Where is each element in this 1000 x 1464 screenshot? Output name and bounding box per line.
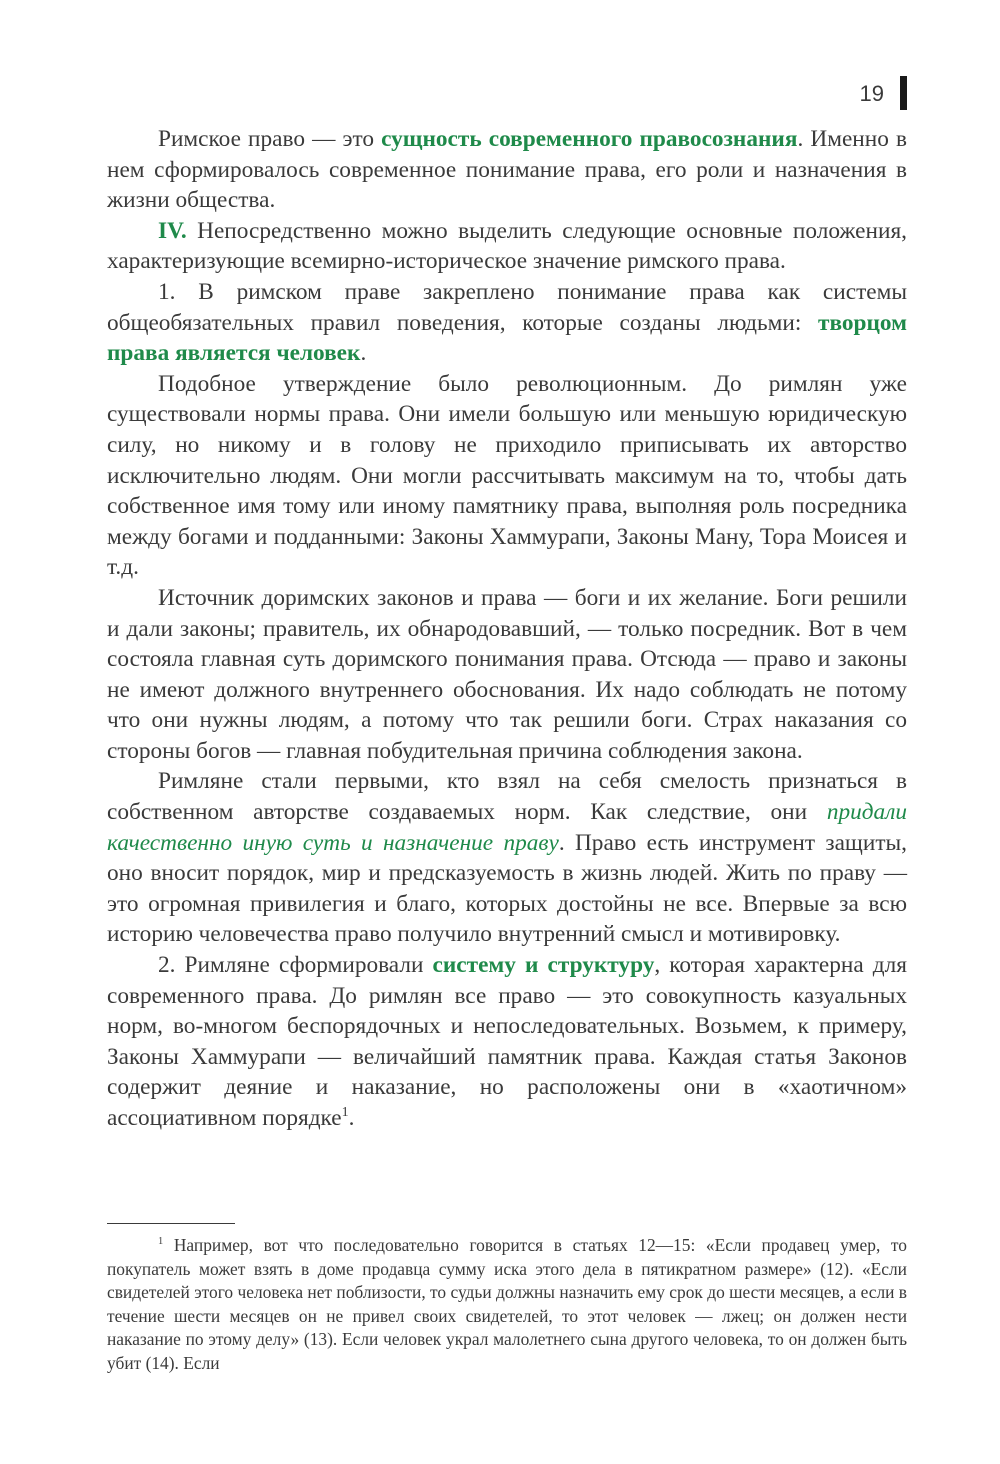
text-run: Подобное утверждение было революционным. До римлян уже существовали нормы права. Они имели большую или меньшую юридическую силу, но никому и в голову не приходило приписывать их авторство исключительно людям. Они могли рассчитывать максимум на то, чтобы дать собственное имя тому или иному памятнику права, выполняя роль посредника между богами и подданными: Законы Хаммурапи, Законы Ману, Тора Моисея и т.д. <box>107 370 907 581</box>
paragraph-6 <box>107 766 907 950</box>
highlighted-text: IV. <box>158 217 187 244</box>
text-run: . Право есть инструмент защиты, оно вносит порядок, мир и предсказуемость в жизнь людей. Жить по праву — это огромная привилегия и благо, которых достойны не все. Впервые за всю историю человечества право получило внутренний смысл и мотивировку. <box>107 829 907 948</box>
highlighted-text: систему и структуру <box>432 952 655 979</box>
text-run: . <box>348 1105 355 1131</box>
footnote-paragraph <box>107 1234 907 1375</box>
page-number-bar <box>900 76 907 110</box>
text-run: 1. В римском праве закреплено понимание права как системы общеобязательных правил поведения, которые созданы людьми: <box>107 278 907 336</box>
text-run: Римляне стали первыми, кто взял на себя смелость признаться в собственном авторстве создаваемых норм. Как следствие, они <box>107 768 907 826</box>
footnote-marker: 1 <box>158 1236 164 1248</box>
text-run: . <box>360 340 367 367</box>
paragraph-2 <box>107 216 907 277</box>
main-text <box>107 124 907 1134</box>
text-run: , которая характерна для современного права. До римлян все право — это совокупность казуальных норм, во-многом беспорядочных и непоследовательных. Возьмем, к примеру, Законы Хаммурапи — величайший памятник права. Каждая статья Законов содержит деяние и наказание, но расположены они в «хаотичном» ассоциативном порядке <box>107 952 908 1131</box>
paragraph-1 <box>107 124 907 216</box>
text-run: . Именно в нем сформировалось современное понимание права, его роли и назначения в жизни общества. <box>107 126 907 214</box>
text-run: Римское право — это <box>158 126 382 152</box>
highlighted-text: придали качественно иную суть и назначение праву <box>107 799 907 856</box>
highlighted-text: сущность современного правосознания <box>381 126 798 152</box>
text-run: Источник доримских законов и права — боги и их желание. Боги решили и дали законы; правитель, их обнародовавший, — только посредник. Вот в чем состояла главная суть доримского понимания права. Отсюда — право и законы не имеют должного внутреннего обоснования. Их надо соблюдать не потому что они нужны людям, а потому что так решили боги. Страх наказания со стороны богов — главная побудительная причина соблюдения закона. <box>107 584 907 764</box>
page-number: 19 <box>859 81 884 106</box>
footnote <box>107 1234 907 1375</box>
footnote-text: Например, вот что последовательно говорится в статьях 12—15: «Если продавец умер, то покупатель может взять в доме продавца сумму иска этого дела в пятикратном размере» (12). «Если свидетелей этого человека нет поблизости, то судьи должны назначить ему срок до шести месяцев, а если в течение шести месяцев он не привел своих свидетелей, то этот человек — лжец; он должен нести наказание по этому делу» (13). Если человек украл малолетнего сына другого человека, то он должен быть убит (14). Если <box>107 1235 907 1373</box>
paragraph-3 <box>107 277 907 369</box>
highlighted-text: творцом права является человек <box>107 309 907 367</box>
text-run: 2. Римляне сформировали <box>158 952 433 979</box>
text-run: Непосредственно можно выделить следующие основные положения, характеризующие всемирно-историческое значение римского права. <box>107 217 907 275</box>
paragraph-4 <box>107 369 907 583</box>
footnote-divider <box>107 1223 235 1224</box>
paragraph-7 <box>107 950 907 1134</box>
footnote-reference: 1 <box>341 1104 349 1120</box>
paragraph-5 <box>107 583 907 767</box>
